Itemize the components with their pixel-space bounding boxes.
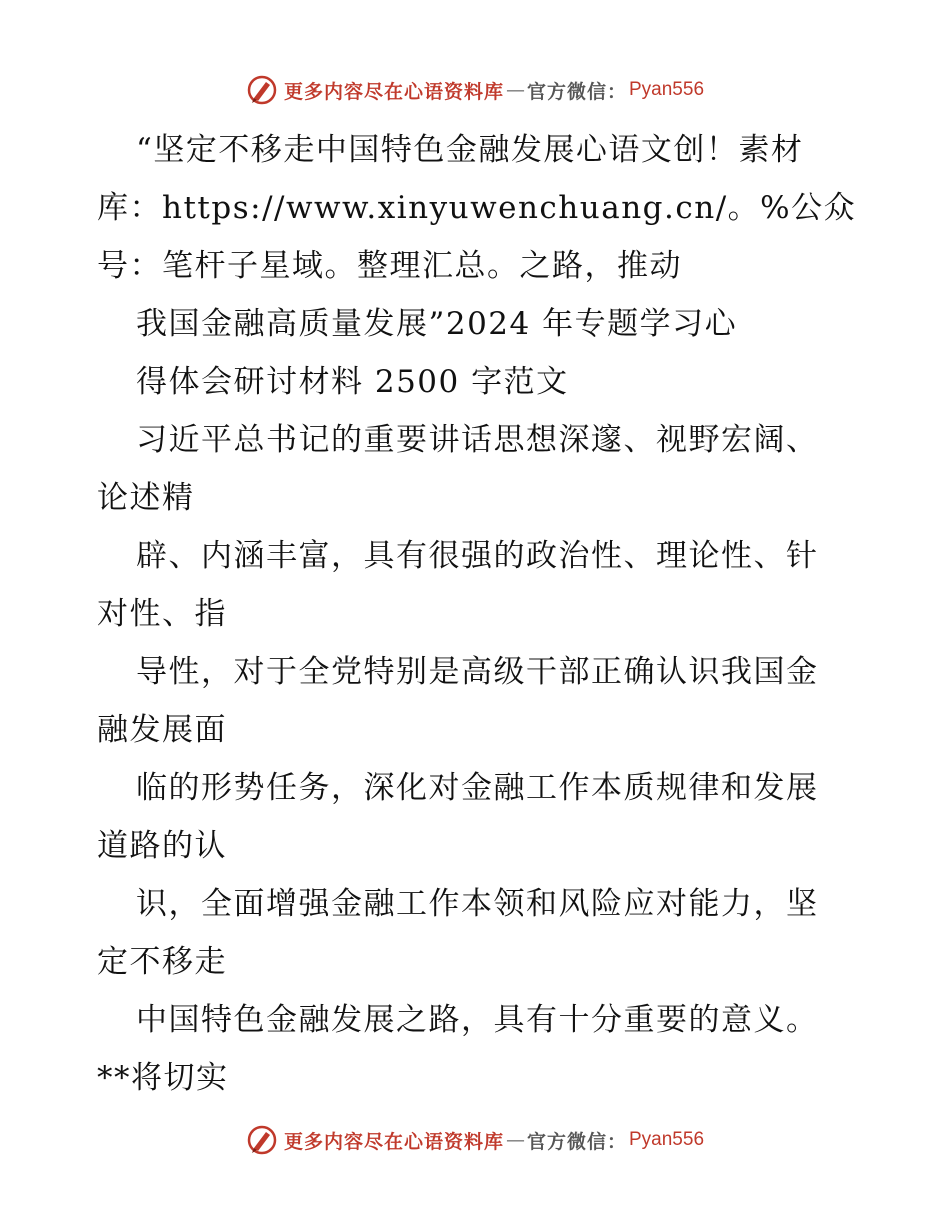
body-line: 识，全面增强金融工作本领和风险应对能力，坚 [136, 886, 819, 922]
watermark-wechat-id: Pyan556 [629, 1129, 705, 1150]
watermark-separator: — [505, 79, 525, 101]
body-line: 中国特色金融发展之路，具有十分重要的意义。 [136, 1002, 819, 1038]
body-line: 导性，对于全党特别是高级干部正确认识我国金 [136, 654, 819, 690]
body-line: 辟、内涵丰富，具有很强的政治性、理论性、针 [136, 538, 819, 574]
watermark-brand: 更多内容尽在心语资料库 [283, 1130, 504, 1153]
body-line: **将切实 [97, 1060, 229, 1096]
watermark-separator: — [505, 1129, 525, 1151]
footer-watermark [0, 1120, 950, 1160]
pen-logo-icon [246, 74, 278, 106]
body-line: 对性、指 [97, 596, 227, 632]
watermark-official-label: 官方微信： [526, 1130, 627, 1153]
watermark-official-label: 官方微信： [526, 80, 627, 103]
header-watermark [0, 70, 950, 110]
body-line: 定不移走 [97, 944, 227, 980]
watermark-brand: 更多内容尽在心语资料库 [283, 80, 504, 103]
body-line: 习近平总书记的重要讲话思想深邃、视野宏阔、 [136, 422, 819, 458]
body-line: 库：https://www.xinyuwenchuang.cn/。%公众 [97, 190, 857, 226]
body-line: 得体会研讨材料 2500 字范文 [136, 364, 569, 400]
body-line: “坚定不移走中国特色金融发展心语文创！素材 [136, 132, 804, 168]
body-line: 论述精 [97, 480, 195, 516]
pen-logo-icon [246, 1124, 278, 1156]
body-line: 融发展面 [97, 712, 227, 748]
body-line: 道路的认 [97, 828, 227, 864]
watermark-wechat-id: Pyan556 [629, 79, 705, 100]
body-line: 我国金融高质量发展”2024 年专题学习心 [136, 306, 738, 342]
body-line: 号：笔杆子星域。整理汇总。之路，推动 [97, 248, 682, 284]
body-line: 临的形势任务，深化对金融工作本质规律和发展 [136, 770, 819, 806]
document-body [97, 121, 857, 1107]
